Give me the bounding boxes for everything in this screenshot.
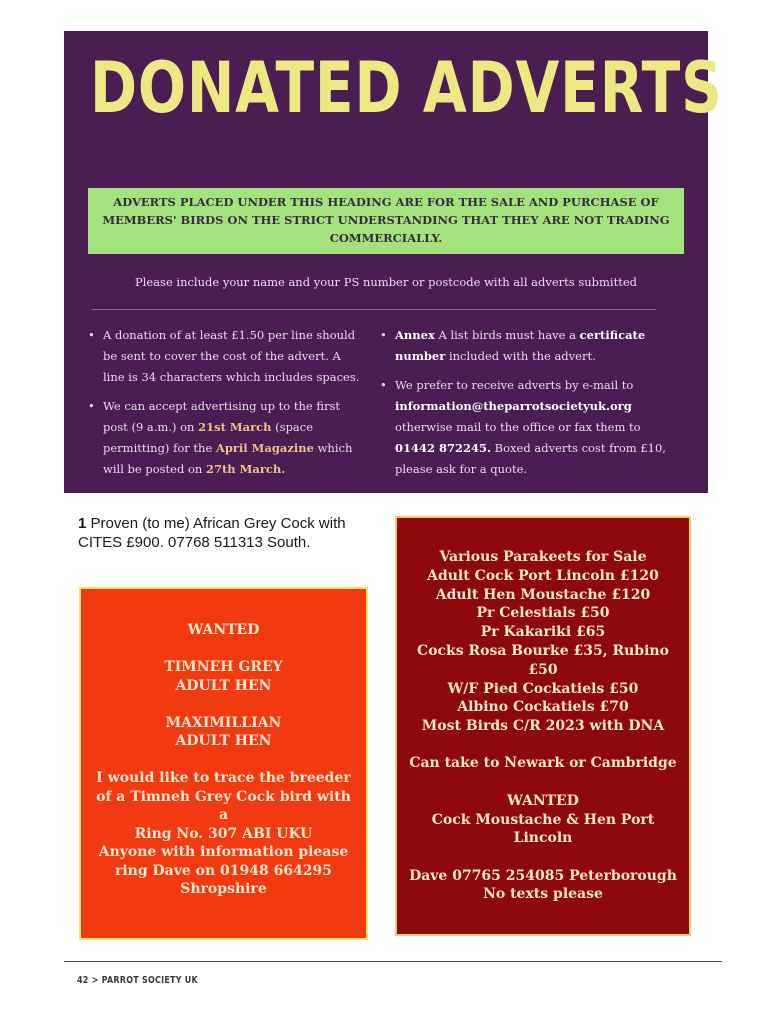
advert-text: Proven (to me) African Grey Cock with CITES £900. 07768 511313 South. xyxy=(78,515,346,551)
donation-rule: • A donation of at least £1.50 per line should be sent to cover the cost of the advert. A line is 34 characters which includes spaces. xyxy=(88,325,366,388)
wanted-item: Cock Moustache & Hen Port Lincoln xyxy=(431,811,655,847)
sale-item: Adult Hen Moustache £120 xyxy=(435,586,651,603)
ring-number: Ring No. 307 ABI UKU xyxy=(134,825,313,842)
parakeets-box xyxy=(395,516,691,936)
fax-number: 01442 872245. xyxy=(395,441,492,455)
sale-item: Pr Kakariki £65 xyxy=(480,624,606,641)
deadline-rule: • We can accept advertising up to the first post (9 a.m.) on 21st March (space permitting) for the April Magazine which will be posted on 27th March. xyxy=(88,396,366,480)
wanted-item: ADULT HEN xyxy=(175,677,272,694)
trading-notice: ADVERTS PLACED UNDER THIS HEADING ARE FOR THE SALE AND PURCHASE OF MEMBERS' BIRDS ON THE STRICT UNDERSTANDING THAT THEY ARE NOT TRADING COMMERCIALLY. xyxy=(88,188,684,254)
include-note: Please include your name and your PS number or postcode with all adverts submitted xyxy=(134,275,638,289)
rules-left-column xyxy=(88,325,366,488)
wanted-heading: WANTED xyxy=(187,622,260,638)
sale-item: Cocks Rosa Bourke £35, Rubino £50 xyxy=(417,642,669,678)
parakeets-box-text xyxy=(397,548,689,904)
email-address: information@theparrotsocietyuk.org xyxy=(395,399,632,413)
page-title: DONATED ADVERTS xyxy=(90,47,723,129)
sale-heading: Various Parakeets for Sale xyxy=(439,549,647,565)
wanted-box xyxy=(79,587,368,940)
header-panel xyxy=(64,31,723,493)
certificate-number: certificate number xyxy=(395,328,646,363)
no-texts-note: No texts please xyxy=(483,886,603,903)
annex-rule: • Annex A list birds must have a certificate number included with the advert. xyxy=(380,325,676,367)
contact-text: Dave 07765 254085 Peterborough xyxy=(409,867,677,884)
sale-item: Pr Celestials £50 xyxy=(476,605,610,622)
wanted-item: ADULT HEN xyxy=(175,733,272,749)
sale-item: W/F Pied Cockatiels £50 xyxy=(447,680,639,697)
divider xyxy=(92,309,656,310)
sale-item: Albino Cockatiels £70 xyxy=(457,699,629,716)
footer-divider xyxy=(64,961,722,962)
travel-note: Can take to Newark or Cambridge xyxy=(409,755,677,772)
rules-right-column xyxy=(380,325,676,488)
contact-text: Anyone with information please ring Dave on 01948 664295 xyxy=(98,844,349,879)
email-rule: • We prefer to receive adverts by e-mail to information@theparrotsocietyuk.org otherwise mail to the office or fax them to 01442 872245. Boxed adverts cost from £10, please ask for a quote. xyxy=(380,375,676,480)
post-date: 27th March. xyxy=(205,462,286,476)
deadline-date: 21st March xyxy=(198,420,272,434)
advert-number: 1 xyxy=(78,515,87,532)
african-grey-advert xyxy=(78,515,360,552)
location-text: Shropshire xyxy=(180,881,267,897)
wanted-heading: WANTED xyxy=(507,792,579,809)
sale-item: Adult Cock Port Lincoln £120 xyxy=(427,567,659,584)
trace-text: I would like to trace the breeder of a Timneh Grey Cock bird with a xyxy=(96,770,351,823)
wanted-item: MAXIMILLIAN xyxy=(165,714,282,731)
sale-note: Most Birds C/R 2023 with DNA xyxy=(421,718,665,735)
page-footer: 42 > PARROT SOCIETY UK xyxy=(77,975,198,986)
wanted-item: TIMNEH GREY xyxy=(164,659,283,675)
annex-label: Annex xyxy=(395,328,435,342)
magazine-name: April Magazine xyxy=(215,441,314,455)
wanted-box-text xyxy=(81,621,366,899)
